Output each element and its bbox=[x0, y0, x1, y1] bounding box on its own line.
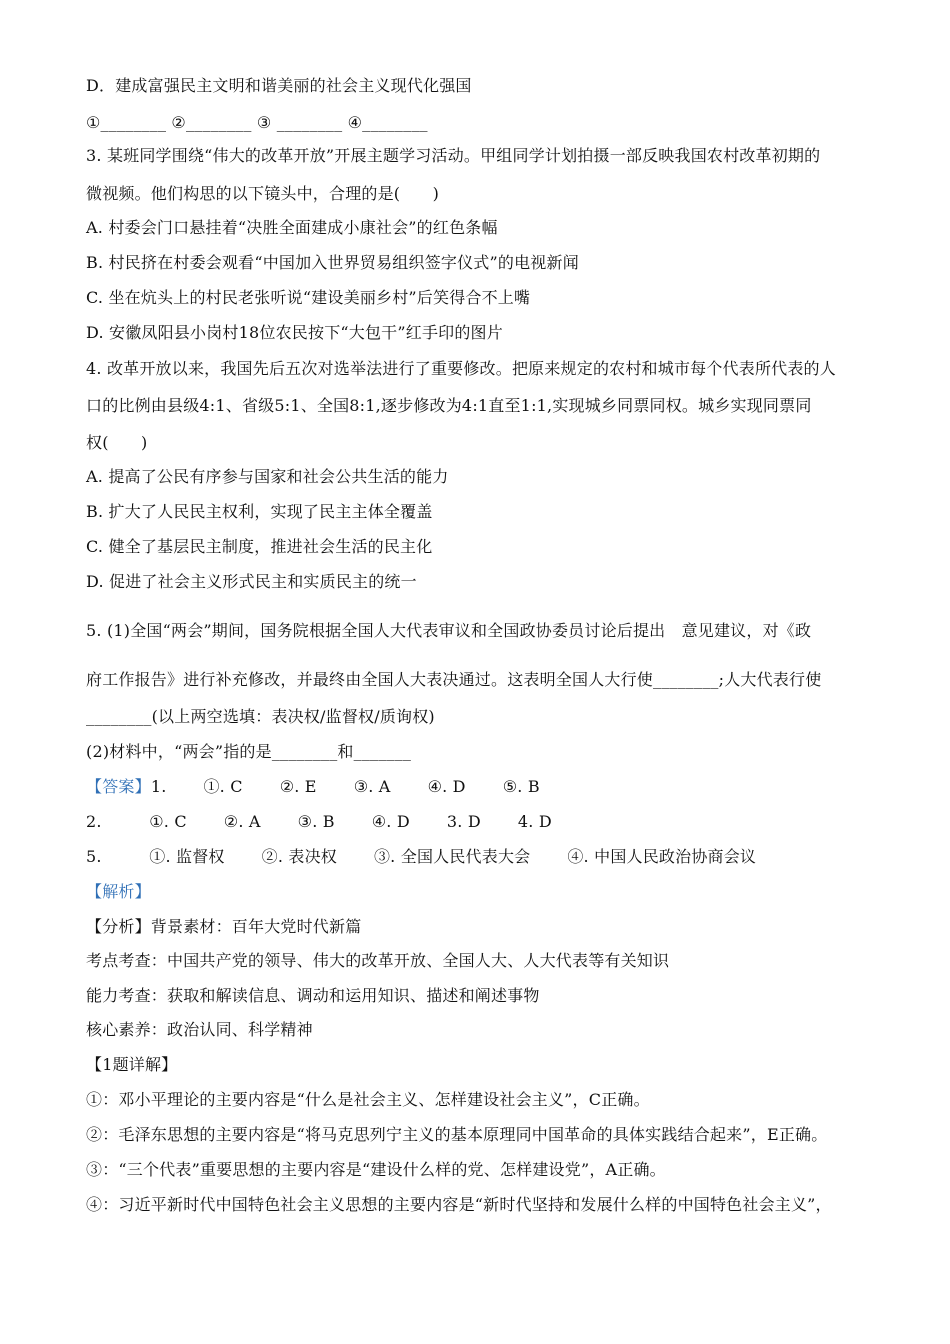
analysis-tag: 【解析】 bbox=[86, 882, 151, 901]
question-4-stem-end: 权( ) bbox=[86, 433, 148, 452]
analysis-ability: 能力考查：获取和解读信息、调动和运用知识、描述和阐述事物 bbox=[86, 986, 540, 1005]
detail-item-3: ③：“三个代表”重要思想的主要内容是“建设什么样的党、怎样建设党”，A正确。 bbox=[86, 1160, 666, 1179]
detail-item-4: ④：习近平新时代中国特色社会主义思想的主要内容是“新时代坚持和发展什么样的中国特色社会主义”， bbox=[86, 1195, 832, 1214]
option-d-q2: D．建成富强民主文明和谐美丽的社会主义现代化强国 bbox=[86, 76, 472, 95]
option-c-q3: C. 坐在炕头上的村民老张听说“建设美丽乡村”后笑得合不上嘴 bbox=[86, 288, 531, 307]
answer-row-1-values: 1. ①. C ②. E ③. A ④. D ⑤. B bbox=[150, 777, 540, 796]
analysis-literacy: 核心素养：政治认同、科学精神 bbox=[86, 1020, 313, 1039]
detail-heading-q1: 【1题详解】 bbox=[86, 1055, 178, 1074]
answer-tag: 【答案】 bbox=[86, 777, 151, 796]
question-3-stem-cont: 微视频。他们构思的以下镜头中，合理的是( ) bbox=[86, 184, 440, 203]
option-d-q3: D. 安徽凤阳县小岗村18位农民按下“大包干”红手印的图片 bbox=[86, 323, 503, 342]
option-b-q4: B. 扩大了人民民主权利，实现了民主主体全覆盖 bbox=[86, 502, 433, 521]
question-4-stem: 4. 改革开放以来，我国先后五次对选举法进行了重要修改。把原来规定的农村和城市每个代表所代表的人 bbox=[86, 359, 836, 378]
option-a-q3: A. 村委会门口悬挂着“决胜全面建成小康社会”的红色条幅 bbox=[86, 218, 498, 237]
detail-item-1: ①：邓小平理论的主要内容是“什么是社会主义、怎样建设社会主义”，C正确。 bbox=[86, 1090, 650, 1109]
answer-row-3: 5. ①. 监督权 ②. 表决权 ③. 全国人民代表大会 ④. 中国人民政治协商会议 bbox=[86, 847, 757, 866]
question-5-stem-cont: 府工作报告》进行补充修改，并最终由全国人大表决通过。这表明全国人大行使________;人大代表行使 bbox=[86, 670, 822, 689]
question-5-part-2: (2)材料中，“两会”指的是________和_______ bbox=[86, 742, 412, 761]
question-5-stem: 5. (1)全国“两会”期间，国务院根据全国人大代表审议和全国政协委员讨论后提出 意见建议，对《政 bbox=[86, 621, 812, 640]
answer-row-1 bbox=[86, 776, 540, 798]
question-5-stem-end: ________(以上两空选填：表决权/监督权/质询权) bbox=[86, 707, 435, 726]
option-d-q4: D. 促进了社会主义形式民主和实质民主的统一 bbox=[86, 572, 417, 591]
option-c-q4: C. 健全了基层民主制度，推进社会生活的民主化 bbox=[86, 537, 433, 556]
option-b-q3: B. 村民挤在村委会观看“中国加入世界贸易组织签字仪式”的电视新闻 bbox=[86, 253, 579, 272]
option-a-q4: A. 提高了公民有序参与国家和社会公共生活的能力 bbox=[86, 467, 449, 486]
detail-item-2: ②：毛泽东思想的主要内容是“将马克思列宁主义的基本原理同中国革命的具体实践结合起来”，E正确。 bbox=[86, 1125, 828, 1144]
analysis-knowledge: 考点考查：中国共产党的领导、伟大的改革开放、全国人大、人大代表等有关知识 bbox=[86, 951, 670, 970]
analysis-background: 【分析】背景素材：百年大党时代新篇 bbox=[86, 917, 362, 936]
fill-blanks-q2: ①________ ②________ ③ ________ ④________ bbox=[86, 113, 428, 132]
question-3-stem: 3. 某班同学围绕“伟大的改革开放”开展主题学习活动。甲组同学计划拍摄一部反映我国农村改革初期的 bbox=[86, 146, 821, 165]
answer-row-2: 2. ①. C ②. A ③. B ④. D 3. D 4. D bbox=[86, 812, 552, 831]
question-4-stem-cont: 口的比例由县级4:1、省级5:1、全国8:1,逐步修改为4:1直至1:1,实现城乡同票同权。城乡实现同票同 bbox=[86, 396, 812, 415]
